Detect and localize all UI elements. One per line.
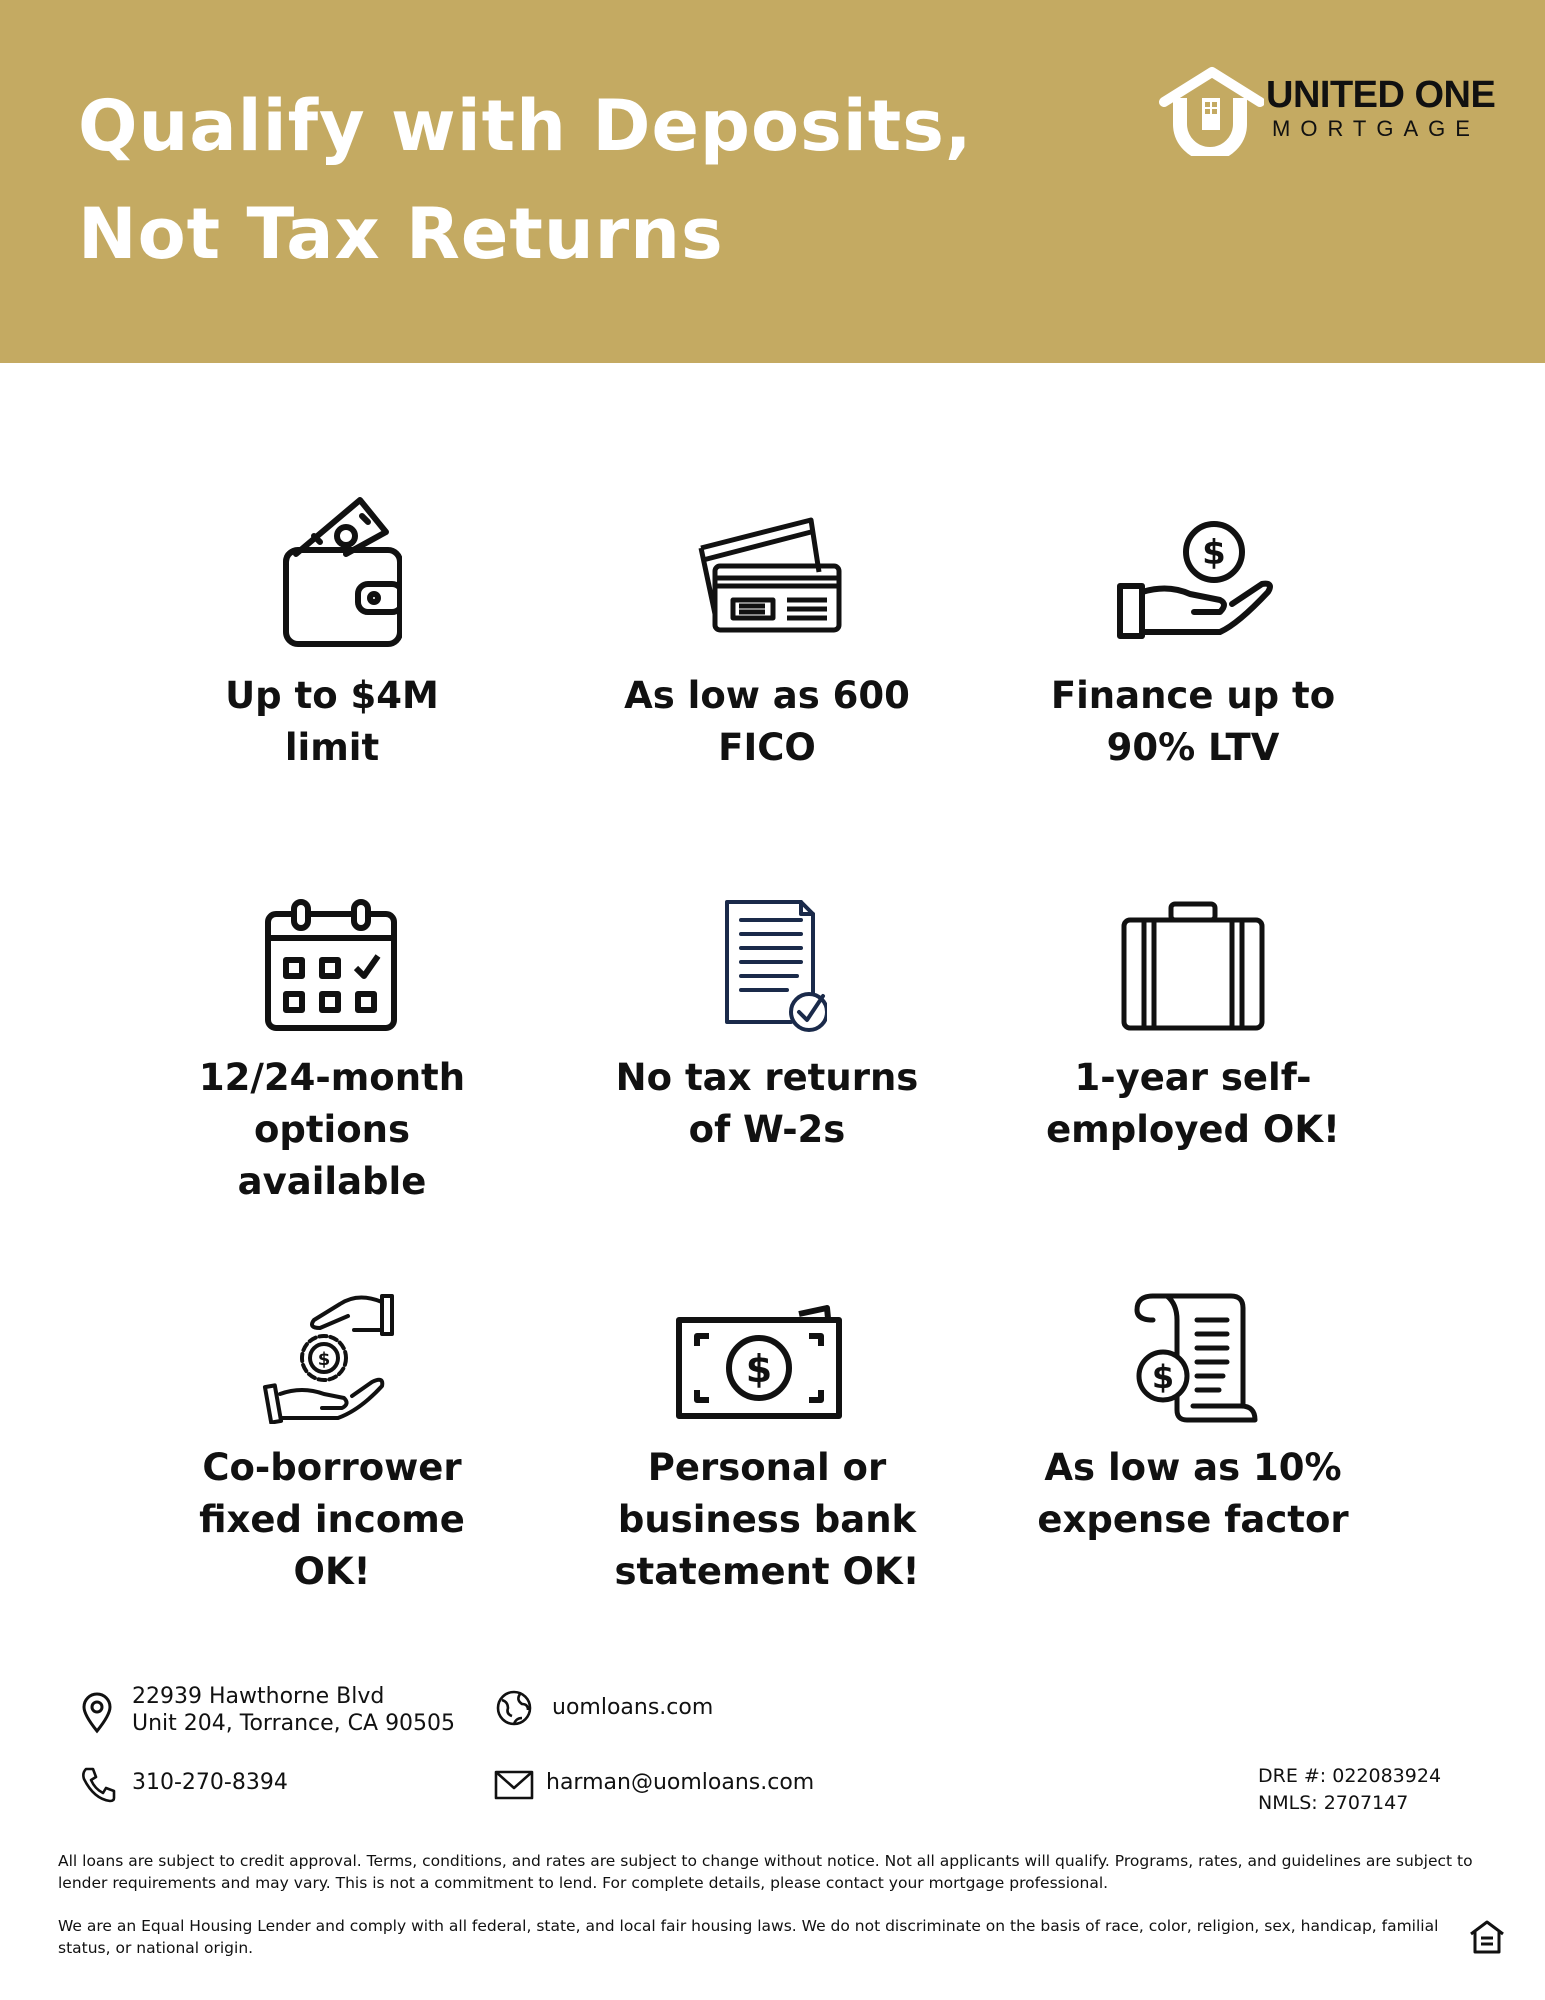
- feature-card: [567, 898, 967, 1156]
- wallet-icon: [262, 492, 402, 652]
- company-logo: [1158, 66, 1494, 156]
- address-block: [80, 1683, 480, 1743]
- equal-housing-icon: [1467, 1918, 1507, 1956]
- svg-text:$: $: [1151, 1358, 1175, 1396]
- credit-card-icon: [687, 492, 847, 652]
- briefcase-icon: [1118, 898, 1268, 1034]
- feature-label: As low as 600 FICO: [624, 674, 910, 769]
- feature-label: 1-year self- employed OK!: [1046, 1056, 1340, 1151]
- feature-label: No tax returns of W-2s: [615, 1056, 919, 1151]
- address-line-2: Unit 204, Torrance, CA 90505: [132, 1711, 456, 1736]
- phone-number[interactable]: 310-270-8394: [132, 1770, 288, 1795]
- feature-card: [567, 1290, 967, 1598]
- location-pin-icon: [80, 1691, 114, 1735]
- feature-card: [993, 898, 1393, 1156]
- hands-exchange-icon: [262, 1290, 402, 1424]
- credit-disclaimer: All loans are subject to credit approval. Terms, conditions, and rates are subject to change without notice. Not all applicants will qualify. Programs, rates, and guidelines are subject to lender requirements and may vary. This is not a commitment to lend. For complete details, please contact your mortgage professional.: [58, 1852, 1473, 1892]
- feature-card: [993, 1290, 1393, 1546]
- feature-card: [132, 492, 532, 774]
- hand-coin-icon: [1108, 492, 1278, 652]
- globe-icon: [496, 1690, 532, 1726]
- phone-block[interactable]: [80, 1765, 380, 1805]
- equal-housing-disclaimer: We are an Equal Housing Lender and comply with all federal, state, and local fair housing laws. We do not discriminate on the basis of race, color, religion, sex, handicap, familial status, or national origin.: [58, 1917, 1439, 1957]
- website-link[interactable]: uomloans.com: [552, 1695, 714, 1720]
- email-address[interactable]: harman@uomloans.com: [546, 1770, 815, 1795]
- page-title-line: Not Tax Returns: [78, 193, 724, 275]
- document-check-icon: [707, 898, 827, 1034]
- page-title-line: Qualify with Deposits,: [78, 85, 973, 167]
- phone-icon: [80, 1765, 118, 1803]
- feature-card: [993, 492, 1393, 774]
- feature-card: [132, 898, 532, 1208]
- svg-text:$: $: [1202, 533, 1226, 573]
- calendar-icon: [262, 898, 402, 1034]
- svg-text:$: $: [745, 1347, 773, 1391]
- feature-label: Finance up to 90% LTV: [1050, 674, 1336, 769]
- address-line-1: 22939 Hawthorne Blvd: [132, 1684, 385, 1709]
- banknote-icon: [667, 1290, 867, 1424]
- dre-number: DRE #: 022083924: [1258, 1765, 1442, 1787]
- license-info: [1258, 1763, 1441, 1817]
- page-title: [78, 72, 973, 288]
- feature-label: Up to $4M limit: [225, 674, 439, 769]
- envelope-icon: [494, 1770, 534, 1800]
- email-block[interactable]: [494, 1768, 874, 1808]
- feature-label: Co-borrower fixed income OK!: [199, 1446, 465, 1593]
- feature-label: Personal or business bank statement OK!: [614, 1446, 920, 1593]
- nmls-number: NMLS: 2707147: [1258, 1792, 1409, 1814]
- house-u-logo-icon: [1158, 66, 1264, 156]
- header-banner: [0, 0, 1545, 363]
- logo-name: UNITED ONE: [1266, 74, 1496, 116]
- feature-label: 12/24-month options available: [198, 1056, 466, 1203]
- receipt-scroll-icon: [1123, 1290, 1263, 1424]
- feature-card: [132, 1290, 532, 1598]
- svg-text:$: $: [317, 1349, 331, 1370]
- logo-subtitle: MORTGAGE: [1272, 116, 1480, 141]
- feature-card: [567, 492, 967, 774]
- feature-label: As low as 10% expense factor: [1037, 1446, 1349, 1541]
- website-block[interactable]: [496, 1690, 816, 1730]
